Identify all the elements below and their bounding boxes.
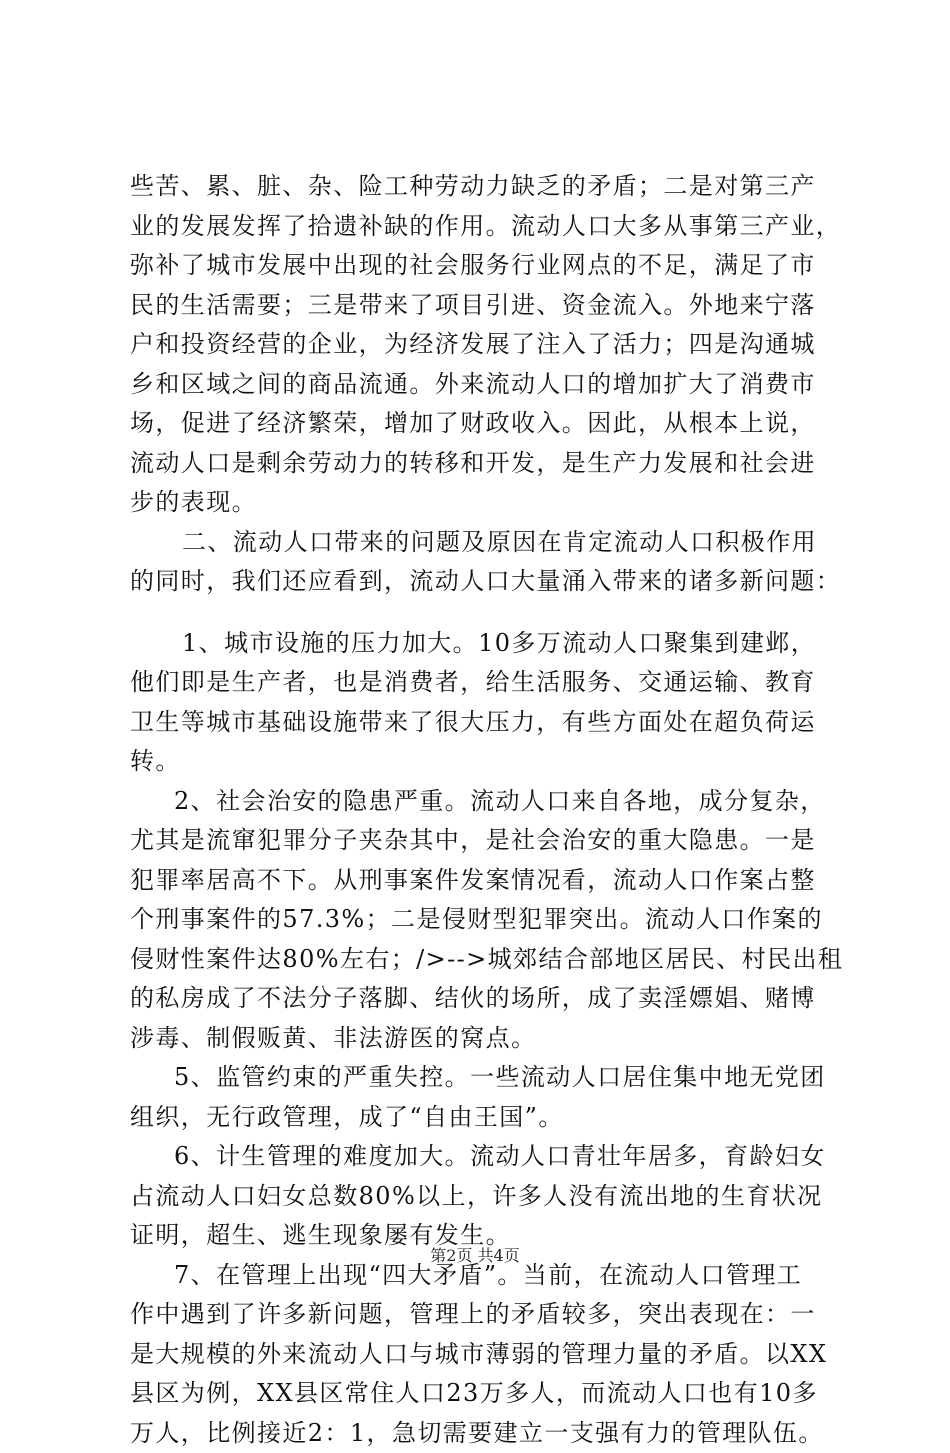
text-line: 步的表现。 <box>130 483 850 523</box>
text-line: 转。 <box>130 742 850 782</box>
text-line: 流动人口是剩余劳动力的转移和开发，是生产力发展和社会进 <box>130 444 850 484</box>
text-line: 涉毒、制假贩黄、非法游医的窝点。 <box>130 1019 850 1059</box>
text-line: 些苦、累、脏、杂、险工种劳动力缺乏的矛盾；二是对第三产 <box>130 167 850 207</box>
text-line: 犯罪率居高不下。从刑事案件发案情况看，流动人口作案占整 <box>130 861 850 901</box>
text-line: 卫生等城市基础设施带来了很大压力，有些方面处在超负荷运 <box>130 703 850 743</box>
text-line: 6、计生管理的难度加大。流动人口青壮年居多，育龄妇女 <box>130 1137 850 1177</box>
section-heading-line: 二、流动人口带来的问题及原因在肯定流动人口积极作用 <box>130 523 850 563</box>
text-line: 7、在管理上出现“四大矛盾”。当前，在流动人口管理工 <box>130 1256 850 1296</box>
text-line: 5、监管约束的严重失控。一些流动人口居住集中地无党团 <box>130 1058 850 1098</box>
text-line: 的私房成了不法分子落脚、结伙的场所，成了卖淫嫖娼、赌博 <box>130 979 850 1019</box>
text-line: 民的生活需要；三是带来了项目引进、资金流入。外地来宁落 <box>130 286 850 326</box>
text-line: 万人，比例接近2：1，急切需要建立一支强有力的管理队伍。 <box>130 1414 850 1453</box>
text-line: 1、城市设施的压力加大。10多万流动人口聚集到建邺， <box>130 624 850 664</box>
text-line: 侵财性案件达80%左右；/>-->城郊结合部地区居民、村民出租 <box>130 940 850 980</box>
text-line: 他们即是生产者，也是消费者，给生活服务、交通运输、教育 <box>130 663 850 703</box>
text-line: 乡和区域之间的商品流通。外来流动人口的增加扩大了消费市 <box>130 365 850 405</box>
text-line: 2、社会治安的隐患严重。流动人口来自各地，成分复杂， <box>130 782 850 822</box>
text-line: 作中遇到了许多新问题，管理上的矛盾较多，突出表现在：一 <box>130 1295 850 1335</box>
paragraph-gap <box>130 602 850 624</box>
text-line: 个刑事案件的57.3%；二是侵财型犯罪突出。流动人口作案的 <box>130 900 850 940</box>
text-line: 的同时，我们还应看到，流动人口大量涌入带来的诸多新问题： <box>130 562 850 602</box>
text-line: 县区为例，XX县区常住人口23万多人，而流动人口也有10多 <box>130 1374 850 1414</box>
text-line: 业的发展发挥了拾遗补缺的作用。流动人口大多从事第三产业， <box>130 207 850 247</box>
text-line: 组织，无行政管理，成了“自由王国”。 <box>130 1098 850 1138</box>
text-line: 证明，超生、逃生现象屡有发生。 <box>130 1216 850 1256</box>
text-line: 尤其是流窜犯罪分子夹杂其中，是社会治安的重大隐患。一是 <box>130 821 850 861</box>
text-line: 场，促进了经济繁荣，增加了财政收入。因此，从根本上说， <box>130 404 850 444</box>
text-line: 是大规模的外来流动人口与城市薄弱的管理力量的矛盾。以XX <box>130 1335 850 1375</box>
page-footer: 第2页 共4页 <box>0 1243 950 1266</box>
text-line: 户和投资经营的企业，为经济发展了注入了活力；四是沟通城 <box>130 325 850 365</box>
text-line: 弥补了城市发展中出现的社会服务行业网点的不足，满足了市 <box>130 246 850 286</box>
text-line: 占流动人口妇女总数80%以上，许多人没有流出地的生育状况 <box>130 1177 850 1217</box>
